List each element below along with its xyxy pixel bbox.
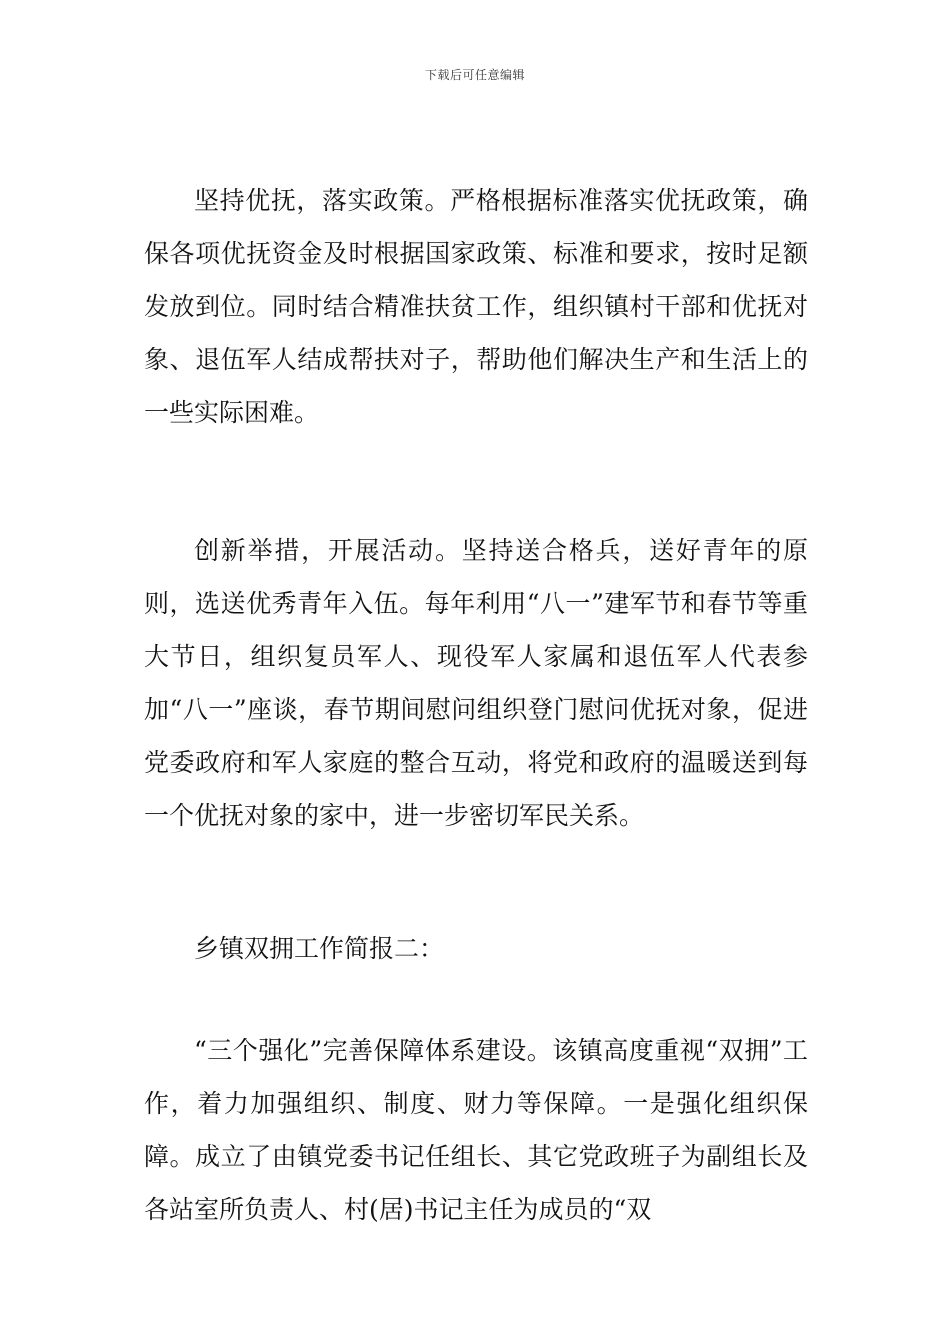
paragraph-preferential-care: 坚持优抚，落实政策。严格根据标准落实优抚政策，确保各项优抚资金及时根据国家政策、标准和要求，按时足额发放到位。同时结合精准扶贫工作，组织镇村干部和优抚对象、退伍军人结成帮扶对子，帮助他们解决生产和生活上的一些实际困难。 (144, 186, 808, 427)
section-heading: 乡镇双拥工作简报二： (194, 934, 445, 963)
paragraph-three-strengthen: “三个强化”完善保障体系建设。该镇高度重视“双拥”工作，着力加强组织、制度、财力等保障。一是强化组织保障。成立了由镇党委书记任组长、其它党政班子为副组长及各站室所负责人、村(居)书记主任为成员的“双 (144, 1036, 808, 1224)
paragraph-innovation-activities: 创新举措，开展活动。坚持送合格兵，送好青年的原则，选送优秀青年入伍。每年利用“八一”建军节和春节等重大节日，组织复员军人、现役军人家属和退伍军人代表参加“八一”座谈，春节期间慰问组织登门慰问优抚对象，促进党委政府和军人家庭的整合互动，将党和政府的温暖送到每一个优抚对象的家中，进一步密切军民关系。 (144, 536, 808, 830)
header-note: 下载后可任意编辑 (424, 68, 525, 82)
